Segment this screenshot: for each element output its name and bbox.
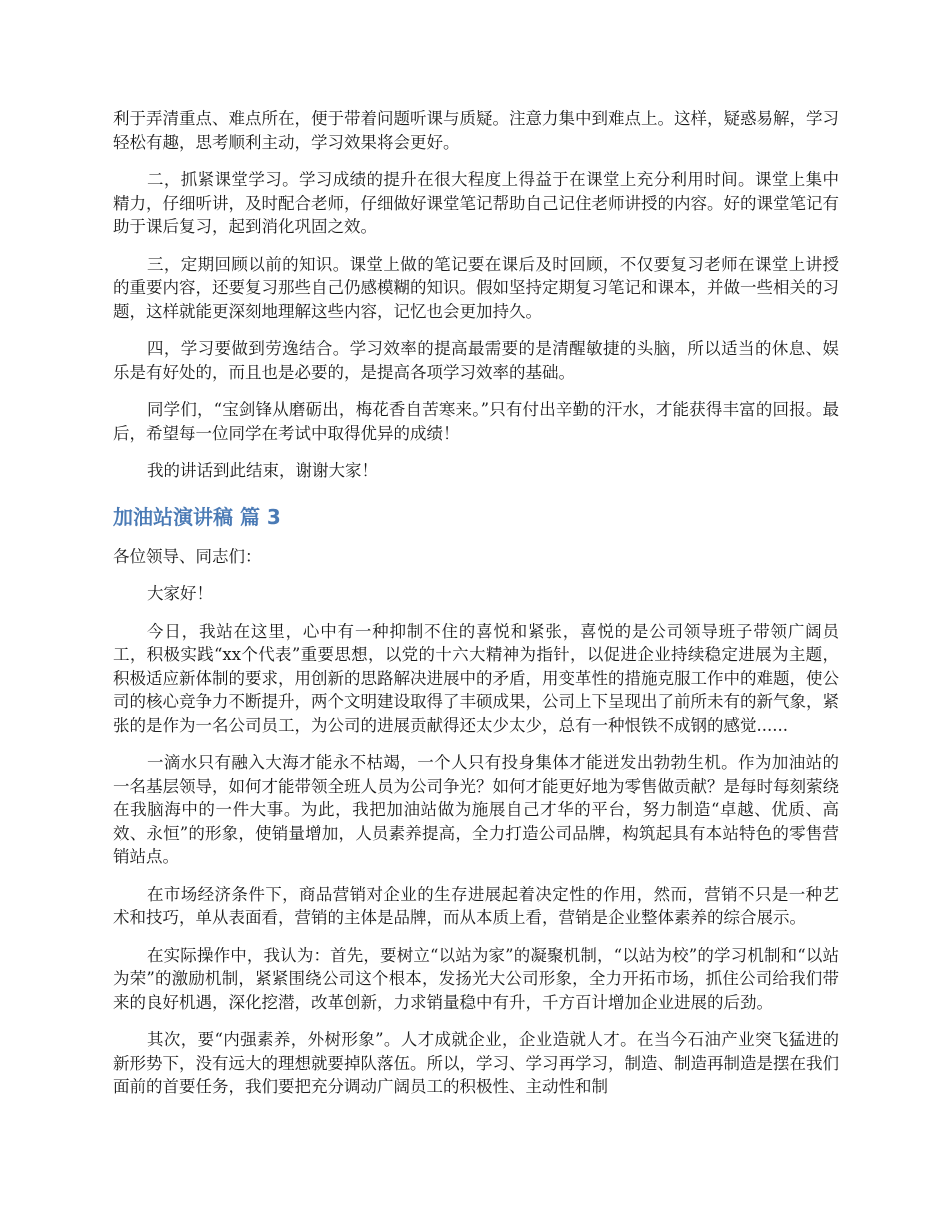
paragraph-closing-quote: 同学们，“宝剑锋从磨砺出，梅花香自苦寒来。”只有付出辛勤的汗水，才能获得丰富的回报。最后，希望每一位同学在考试中取得优异的成绩！ [113, 400, 839, 443]
paragraph-thanks: 我的讲话到此结束，谢谢大家！ [147, 461, 378, 480]
paragraph-intro-continuation: 利于弄清重点、难点所在，便于带着问题听课与质疑。注意力集中到难点上。这样，疑惑易解，学习轻松有趣，思考顺利主动，学习效果将会更好。 [113, 109, 839, 152]
paragraph-secondly: 其次，要“内强素养，外树形象”。人才成就企业，企业造就人才。在当今石油产业突飞猛进的新形势下，没有远大的理想就要掉队落伍。所以，学习、学习再学习，制造、制造再制造是摆在我们面前的首要任务，我们要把充分调动广阔员工的积极性、主动性和制 [113, 1030, 839, 1096]
paragraph-drop-of-water: 一滴水只有融入大海才能永不枯竭，一个人只有投身集体才能迸发出勃勃生机。作为加油站的一名基层领导，如何才能带领全班人员为公司争光？如何才能更好地为零售做贡献？是每时每刻萦绕在我脑海中的一件大事。为此，我把加油站做为施展自己才华的平台，努力制造“卓越、优质、高效、永恒”的形象，使销量增加，人员素养提高，全力打造公司品牌，构筑起具有本站特色的零售营销站点。 [113, 753, 839, 866]
paragraph-salutation: 各位领导、同志们： [113, 546, 262, 566]
paragraph-practice: 在实际操作中，我认为：首先，要树立“以站为家”的凝聚机制，“以站为校”的学习机制和“以站为荣”的激励机制，紧紧围绕公司这个根本，发扬光大公司形象，全力开拓市场，抓住公司给我们带来的良好机遇，深化挖潜，改革创新，力求销量稳中有升，千方百计增加企业进展的后劲。 [113, 945, 839, 1012]
paragraph-today: 今日，我站在这里，心中有一种抑制不住的喜悦和紧张，喜悦的是公司领导班子带领广阔员工，积极实践“xx个代表”重要思想，以党的十六大精神为指针，以促进企业持续稳定进展为主题，积极适应新体制的要求，用创新的思路解决进展中的矛盾，用变革性的措施克服工作中的难题，使公司的核心竞争力不断提升，两个文明建设取得了丰硕成果，公司上下呈现出了前所未有的新气象，紧张的是作为一名公司员工，为公司的进展贡献得还太少太少，总有一种恨铁不成钢的感觉...... [113, 621, 839, 735]
paragraph-market-economy: 在市场经济条件下，商品营销对企业的生存进展起着决定性的作用，然而，营销不只是一种艺术和技巧，单从表面看，营销的主体是品牌，而从本质上看，营销是企业整体素养的综合展示。 [113, 884, 839, 927]
paragraph-point-four: 四，学习要做到劳逸结合。学习效率的提高最需要的是清醒敏捷的头脑，所以适当的休息、娱乐是有好处的，而且也是必要的，是提高各项学习效率的基础。 [113, 339, 839, 382]
section-heading: 加油站演讲稿 篇 3 [113, 504, 281, 529]
document-page [113, 107, 839, 1113]
paragraph-point-two: 二，抓紧课堂学习。学习成绩的提升在很大程度上得益于在课堂上充分利用时间。课堂上集中精力，仔细听讲，及时配合老师，仔细做好课堂笔记帮助自己记住老师讲授的内容。好的课堂笔记有助于课后复习，起到消化巩固之效。 [113, 170, 839, 236]
paragraph-greeting: 大家好！ [147, 584, 213, 603]
paragraph-point-three: 三，定期回顾以前的知识。课堂上做的笔记要在课后及时回顾，不仅要复习老师在课堂上讲授的重要内容，还要复习那些自己仍感模糊的知识。假如坚持定期复习笔记和课本，并做一些相关的习题，这样就能更深刻地理解这些内容，记忆也会更加持久。 [113, 254, 839, 321]
